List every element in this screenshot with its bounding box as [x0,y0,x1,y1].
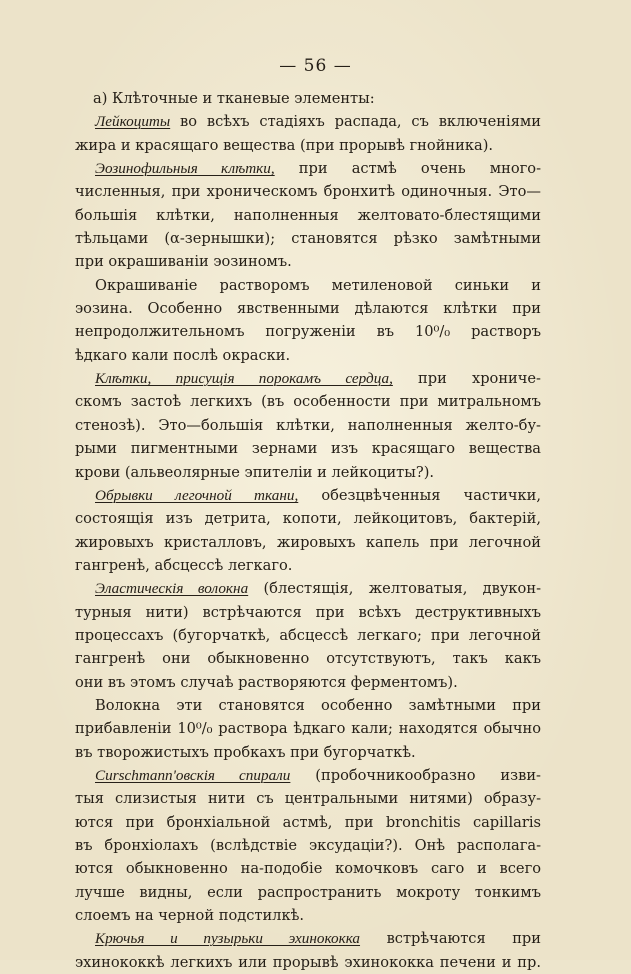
text-segment: крови (альвеолярные эпителіи и лейкоциты?). [75,463,435,481]
text-line [75,531,541,554]
text-segment: ются обыкновенно на-подобіе комочковъ сaго и всего [75,860,541,878]
text-line [75,554,541,577]
text-segment: (пробочникообразно изви- [290,766,541,784]
text-line [75,881,541,904]
text-line [75,811,541,834]
text-line [75,507,541,530]
text-segment: процессахъ (бугорчаткѣ, абсцессѣ легкаго; при легочной [75,626,541,644]
italic-term: Обрывки легочной ткани, [95,486,299,504]
page-number: — 56 — [279,56,352,76]
text-segment: при хрониче- [392,370,541,388]
text-line [75,624,541,647]
text-line [75,204,541,227]
text-segment: (блестящія, желтоватыя, двукон- [248,580,541,598]
text-line [75,647,541,670]
text-segment: лучше видны, если распространить мокроту тонкимъ [75,883,541,901]
text-line [75,274,541,297]
italic-term: Эластическія волокна [95,580,249,598]
text-segment: Волокна эти становятся особенно замѣтными при [95,696,541,714]
italic-term: Клѣтки, присущія порокамъ сердца, [95,370,393,388]
text-segment: обезцвѣченныя частички, [298,486,541,504]
italic-term: Curschmann'овскія спирали [95,766,291,784]
text-segment: гангренѣ, абсцессѣ легкаго. [75,556,293,574]
text-segment: во всѣхъ стадіяхъ распада, съ включеніями [170,113,541,131]
text-line [75,857,541,880]
text-line [75,694,541,717]
text-segment: рыми пигментными зернами изъ красящаго вещества [75,440,541,458]
text-line [75,484,541,507]
text-line [75,344,541,367]
italic-term: Эозинофильныя клѣтки, [95,160,275,178]
text-line [75,157,541,180]
text-line [75,717,541,740]
text-segment: скомъ застоѣ легкихъ (въ особенности при митральномъ [75,393,541,411]
text-segment: жировыхъ кристалловъ, жировыхъ капель при легочной [75,533,541,551]
text-line [75,87,541,110]
text-line [75,180,541,203]
text-line [75,671,541,694]
text-line [75,110,541,133]
text-line [75,297,541,320]
text-line [75,577,541,600]
italic-term: Крючья и пузырьки эхинококка [95,930,361,948]
text-segment: прибавленіи 10⁰/₀ раствора ѣдкаго кали; находятся обычно [75,720,541,738]
text-segment: большія клѣтки, наполненныя желтовато-блестящими [75,206,541,224]
text-line [75,741,541,764]
text-segment: Окрашиваніе растворомъ метиленовой синьки и [95,276,541,294]
text-segment: численныя, при хроническомъ бронхитѣ одиночныя. Это— [75,183,541,201]
text-segment: эозина. Особенно явственными дѣлаются клѣтки при [75,300,541,318]
text-segment: они въ этомъ случаѣ растворяются ферментомъ). [75,673,458,691]
text-segment: турныя нити) встрѣчаются при всѣхъ деструктивныхъ [75,603,541,621]
text-segment: жира и красящаго вещества (при прорывѣ гнойника). [75,136,494,154]
text-segment: гангренѣ они обыкновенно отсутствуютъ, такъ какъ [75,650,541,668]
text-segment: слоемъ на черной подстилкѣ. [75,907,305,925]
text-line [75,414,541,437]
text-line [75,367,541,390]
text-segment: стенозѣ). Это—большія клѣтки, наполненныя желто-бу- [75,416,541,434]
text-segment: при астмѣ очень много- [274,160,541,178]
text-segment: тыя слизистыя нити съ центральными нитями) образу- [75,790,541,808]
text-line [75,601,541,624]
text-line [75,320,541,343]
text-segment: непродолжительномъ погруженіи въ 10⁰/₀ растворъ [75,323,541,341]
text-segment: встрѣчаются при [360,930,542,948]
text-line [75,437,541,460]
text-line [75,834,541,857]
text-line [75,461,541,484]
text-line [75,764,541,787]
text-segment: въ бронхіолахъ (вслѣдствіе эксудаціи?). Онѣ располага- [75,837,541,854]
text-segment: ются при бронхіальной астмѣ, при bronchitis capillaris [75,813,541,831]
text-segment: ѣдкаго кали послѣ окраски. [75,346,291,364]
text-line [75,927,541,950]
text-line [75,787,541,810]
text-line [75,134,541,157]
text-segment: при окрашиваніи эозиномъ. [75,253,292,271]
text-segment: эхинококкѣ легкихъ или прорывѣ эхинококка печени и пр. [75,953,541,971]
text-segment: состоящія изъ детрита, копоти, лейкоцитовъ, бактерій, [75,510,541,528]
text-line [75,951,541,974]
text-segment: тѣльцами (α-зернышки); становятся рѣзко замѣтными [75,230,541,248]
text-line [75,250,541,273]
text-segment: въ творожистыхъ пробкахъ при бугорчаткѣ. [75,743,416,761]
text-line [75,227,541,250]
italic-term: Лейкоциты [95,113,171,131]
text-segment: а) Клѣточные и тканевые элементы: [93,90,375,107]
page-text-body [75,87,541,974]
text-line [75,904,541,927]
text-line [75,390,541,413]
